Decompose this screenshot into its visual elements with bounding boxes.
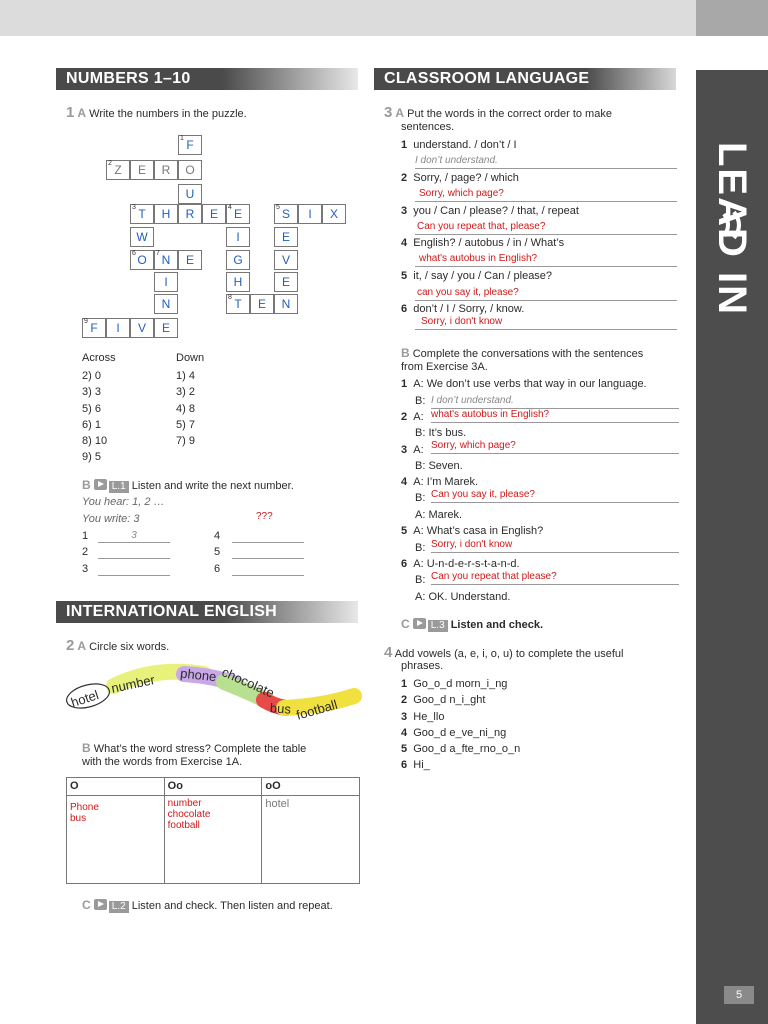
answer-field[interactable]: what's autobus in English? — [415, 253, 677, 267]
conversations: 1 A: We don’t use verbs that way in our language. B: I don’t understand. 2 A: what's autobus in English? B: It’s bus. 3 A: Sorry, which page? B: Seven. 4 A: I’m Marek. B: Can you say it, please? A: Marek. 5 A: What’s casa in English? B: Sorry, i don't know 6 A: U-n-d-e-r-s-t-a-n-d. B: Can you repeat that please? A: OK. Understand. — [401, 378, 679, 610]
crossword-cell[interactable] — [154, 160, 178, 180]
crossword-cell[interactable] — [130, 250, 154, 270]
crossword-cell[interactable] — [130, 160, 154, 180]
snake-word: phone — [179, 665, 218, 685]
handwritten-word: Phone — [70, 802, 99, 813]
cell-letter: N — [161, 297, 171, 311]
clue: 5) 7 — [176, 418, 195, 431]
table-cell[interactable] — [262, 796, 360, 884]
cell-letter: O — [185, 163, 195, 177]
clue: 5) 6 — [82, 402, 101, 415]
exercise-instruction: Listen and write the next number. — [131, 480, 294, 492]
track-label: L.3 — [428, 620, 448, 632]
line-a: We don’t use verbs that way in our language. — [426, 378, 647, 390]
snake-word: bus — [269, 700, 292, 717]
crossword-cell[interactable] — [202, 204, 226, 224]
section-title-international: INTERNATIONAL ENGLISH — [56, 601, 358, 623]
phrase[interactable]: Goo_d a_fte_rno_o_n — [413, 743, 521, 756]
crossword-cell[interactable] — [250, 294, 274, 314]
clue: 1) 4 — [176, 370, 195, 382]
exercise-2a-heading — [66, 637, 169, 654]
crossword-cell[interactable] — [178, 135, 202, 155]
answer-field[interactable]: Sorry, i don't know — [431, 539, 679, 553]
exercise-instruction: Add vowels (a, e, i, o, u) to complete the useful — [394, 648, 624, 660]
item-number: 3 — [401, 205, 408, 217]
phrase[interactable]: Goo_d n_i_ght — [413, 694, 486, 707]
play-icon[interactable] — [94, 479, 107, 490]
exercise-instruction: Circle six words. — [89, 641, 170, 653]
answer-field[interactable]: Sorry, which page? — [431, 440, 679, 454]
exercise-number: 4 — [384, 644, 393, 661]
section-title-classroom: CLASSROOM LANGUAGE — [374, 68, 676, 90]
line-b: Seven. — [428, 460, 463, 472]
down-clues — [176, 370, 195, 451]
exercise-instruction: Listen and check. Then listen and repeat. — [131, 900, 333, 912]
clue: 7) 9 — [176, 435, 195, 448]
crossword-cell[interactable] — [154, 318, 178, 338]
clue-number: 9 — [84, 318, 88, 325]
item-number: 5 — [401, 743, 408, 756]
item-number: 6 — [401, 759, 408, 772]
crossword-cell[interactable] — [274, 204, 298, 224]
crossword-cell[interactable] — [226, 227, 250, 247]
snake-word: number — [109, 671, 157, 696]
page-number: 5 — [724, 986, 754, 1004]
crossword-cell[interactable] — [274, 250, 298, 270]
cell-letter: E — [281, 230, 290, 244]
exercise-instruction: Write the numbers in the puzzle. — [89, 108, 247, 120]
clue: 3) 2 — [176, 386, 195, 399]
crossword-cell[interactable] — [226, 250, 250, 270]
crossword-cell[interactable] — [178, 160, 202, 180]
crossword-cell[interactable] — [82, 318, 106, 338]
answer-field[interactable]: what's autobus in English? — [431, 409, 679, 423]
cell-letter: T — [138, 207, 146, 221]
item-number: 5 — [401, 525, 408, 537]
exercise-instruction-cont: with the words from Exercise 1A. — [82, 756, 243, 768]
answer-field[interactable] — [232, 563, 304, 576]
exercise-letter: A — [77, 639, 87, 653]
answer-field[interactable]: Can you repeat that please? — [431, 571, 679, 585]
side-tab — [696, 70, 768, 1024]
exercise-instruction: Complete the conversations with the sentences — [412, 348, 644, 360]
cell-letter: G — [233, 253, 243, 267]
phrase[interactable]: He_llo — [413, 710, 445, 723]
crossword-cell[interactable] — [178, 250, 202, 270]
snake-word: football — [294, 696, 340, 723]
exercise-instruction-cont: from Exercise 3A. — [401, 361, 488, 373]
clue: 3) 3 — [82, 386, 101, 399]
across-clues — [82, 370, 107, 468]
exercise-letter: B — [82, 478, 91, 492]
item-number: 5 — [214, 546, 221, 558]
table-header: oO — [262, 778, 360, 796]
item-number: 5 — [401, 270, 408, 282]
item-prompt: English? / autobus / in / What’s — [413, 237, 565, 249]
cell-letter: F — [186, 138, 194, 152]
stress-table — [66, 777, 360, 884]
example-hear: You hear: 1, 2 … — [82, 496, 165, 508]
handwritten-word: chocolate — [167, 809, 211, 820]
cell-letter: I — [236, 230, 240, 244]
snake-word: chocolate — [219, 664, 277, 701]
crossword-cell[interactable] — [130, 227, 154, 247]
cell-letter: E — [257, 297, 266, 311]
exercise-letter: C — [401, 617, 410, 631]
phrase[interactable]: Hi_ — [413, 759, 430, 772]
example-write: You write: 3 — [82, 513, 140, 525]
crossword-cell[interactable] — [154, 250, 178, 270]
answer-field[interactable]: Can you say it, please? — [431, 489, 679, 503]
item-prompt: it, / say / you / Can / please? — [413, 270, 553, 282]
phrase[interactable]: Go_o_d morn_i_ng — [413, 678, 508, 690]
cell-letter: E — [281, 275, 290, 289]
handwritten-word: bus — [70, 813, 87, 824]
cell-letter: W — [136, 230, 148, 244]
phrase[interactable]: Goo_d e_ve_ni_ng — [413, 726, 507, 739]
item-number: 1 — [401, 678, 408, 690]
item-number: 3 — [82, 563, 89, 575]
word-snake — [64, 656, 364, 726]
item-number: 4 — [401, 476, 408, 488]
crossword-cell[interactable] — [226, 272, 250, 292]
exercise-instruction: Listen and check. — [450, 619, 544, 631]
exercise-2c-heading — [82, 898, 333, 913]
play-icon[interactable] — [413, 618, 426, 629]
handwritten-word: number — [167, 798, 202, 809]
cell-letter: R — [161, 163, 171, 177]
cell-letter: Z — [114, 163, 122, 177]
cell-letter: E — [209, 207, 218, 221]
item-number: 1 — [82, 530, 89, 542]
exercise-1b-heading — [82, 478, 294, 493]
cell-letter: T — [234, 297, 242, 311]
cell-letter: E — [161, 321, 170, 335]
exercise-letter: B — [401, 346, 410, 360]
cell-letter: I — [164, 275, 168, 289]
cell-letter: E — [185, 253, 194, 267]
item-number: 3 — [401, 444, 408, 456]
item-prompt: you / Can / please? / that, / repeat — [413, 205, 579, 217]
item-number: 1 — [401, 378, 408, 390]
crossword-cell[interactable] — [274, 272, 298, 292]
line-b: It’s bus. — [428, 427, 467, 439]
example-word: hotel — [265, 798, 290, 810]
answer-field[interactable] — [98, 563, 170, 576]
item-number: 6 — [401, 558, 408, 570]
exercise-letter: A — [395, 106, 405, 120]
line-a2: OK. Understand. — [428, 591, 511, 603]
item-number: 2 — [401, 411, 408, 423]
answer-field[interactable]: I don’t understand. — [415, 155, 677, 169]
exercise-3c-heading — [401, 617, 543, 632]
item-number: 6 — [214, 563, 221, 575]
across-heading: Across — [82, 352, 116, 364]
exercise-3b-heading — [401, 346, 643, 360]
clue: 2) 0 — [82, 370, 101, 382]
clue-number: 5 — [276, 204, 280, 211]
cell-letter: H — [161, 207, 171, 221]
top-corner-block — [696, 0, 768, 36]
exercise-letter: B — [82, 741, 91, 755]
item-number: 2 — [401, 172, 408, 184]
crossword-cell[interactable] — [154, 204, 178, 224]
play-icon[interactable] — [94, 899, 107, 910]
item-prompt: Sorry, / page? / which — [413, 172, 519, 184]
exercise-number: 2 — [66, 637, 75, 654]
clue: 9) 5 — [82, 451, 101, 464]
exercise-letter: A — [77, 106, 87, 120]
cell-letter: X — [329, 207, 338, 221]
cell-letter: I — [308, 207, 312, 221]
crossword-cell[interactable] — [106, 318, 130, 338]
cell-letter: N — [161, 253, 171, 267]
exercise-number: 3 — [384, 104, 393, 121]
clue-number: 3 — [132, 204, 136, 211]
exercise-2b-heading — [82, 741, 306, 755]
cell-letter: U — [185, 187, 195, 201]
crossword-cell[interactable] — [130, 318, 154, 338]
crossword-cell[interactable] — [178, 204, 202, 224]
clue: 4) 8 — [176, 402, 195, 415]
clue-number: 2 — [108, 160, 112, 167]
exercise-instruction-cont: phrases. — [401, 660, 444, 672]
item-prompt: understand. / don’t / I — [413, 139, 517, 151]
cell-letter: O — [137, 253, 147, 267]
clue-number: 8 — [228, 294, 232, 301]
crossword-cell[interactable] — [298, 204, 322, 224]
answer-field[interactable]: I don’t understand. — [431, 395, 679, 409]
exercise-instruction: Put the words in the correct order to make — [407, 108, 612, 120]
exercise-4-heading — [384, 644, 623, 661]
item-number: 4 — [401, 726, 408, 739]
line-a: U-n-d-e-r-s-t-a-n-d. — [426, 558, 520, 570]
item-number: 4 — [214, 530, 221, 542]
exercise-instruction: What’s the word stress? Complete the table — [93, 743, 307, 755]
down-heading: Down — [176, 352, 205, 364]
item-number: 3 — [401, 710, 408, 723]
crossword-cell[interactable] — [106, 160, 130, 180]
answer-field[interactable]: Sorry, i don't know — [415, 316, 677, 330]
clue-number: 4 — [228, 204, 232, 211]
crossword-cell[interactable] — [274, 227, 298, 247]
cell-letter: V — [137, 321, 146, 335]
clue-number: 7 — [156, 250, 160, 257]
item-number: 6 — [401, 303, 408, 315]
exercise-4-items — [401, 678, 601, 776]
section-title-numbers: NUMBERS 1–10 — [56, 68, 358, 90]
crossword-cell[interactable] — [154, 294, 178, 314]
line-a: What’s casa in English? — [426, 525, 544, 537]
item-number: 1 — [401, 139, 408, 151]
answer-field[interactable]: Sorry, which page? — [415, 188, 677, 202]
table-header: Oo — [164, 778, 262, 796]
item-number: 4 — [401, 237, 408, 249]
item-number: 2 — [401, 694, 408, 707]
answer-field[interactable]: 3 — [98, 530, 170, 543]
table-cell[interactable] — [67, 796, 165, 884]
crossword-cell[interactable] — [322, 204, 346, 224]
exercise-instruction-cont: sentences. — [401, 121, 455, 133]
crossword-cell[interactable] — [226, 294, 250, 314]
answer-field[interactable]: can you say it, please? — [415, 287, 677, 301]
crossword-cell[interactable] — [130, 204, 154, 224]
clue: 8) 10 — [82, 435, 108, 448]
answer-field[interactable] — [232, 546, 304, 559]
answer-field[interactable]: Can you repeat that, please? — [415, 221, 677, 235]
cell-letter: I — [116, 321, 120, 335]
cell-letter: S — [281, 207, 290, 221]
track-label: L.1 — [109, 481, 129, 493]
crossword-cell[interactable] — [178, 184, 202, 204]
answer-field[interactable] — [98, 546, 170, 559]
crossword-cell[interactable] — [226, 204, 250, 224]
exercise-letter: C — [82, 898, 91, 912]
exercise-1a-heading — [66, 104, 247, 121]
table-header: O — [67, 778, 165, 796]
top-bar — [0, 0, 696, 36]
crossword-cell[interactable] — [154, 272, 178, 292]
cell-letter: E — [137, 163, 146, 177]
exercise-3a-heading — [384, 104, 612, 121]
cell-letter: R — [185, 207, 195, 221]
handwritten-word: football — [167, 820, 200, 831]
cell-letter: F — [90, 321, 98, 335]
table-cell[interactable] — [164, 796, 262, 884]
line-a2: Marek. — [428, 509, 463, 521]
clue-number: 6 — [132, 250, 136, 257]
cell-letter: E — [233, 207, 242, 221]
cell-letter: H — [233, 275, 243, 289]
clue: 6) 1 — [82, 418, 101, 431]
clue-number: 1 — [180, 135, 184, 142]
exercise-number: 1 — [66, 104, 75, 121]
snake-word: hotel — [69, 687, 101, 711]
handwritten-note: ??? — [256, 511, 273, 522]
crossword-cell[interactable] — [274, 294, 298, 314]
side-tab-label: LEAD IN — [710, 142, 754, 316]
answer-field[interactable] — [232, 530, 304, 543]
item-prompt: don’t / I / Sorry, / know. — [413, 303, 525, 315]
cell-letter: V — [281, 253, 290, 267]
line-a: I’m Marek. — [426, 476, 479, 488]
item-number: 2 — [82, 546, 89, 558]
cell-letter: N — [281, 297, 291, 311]
track-label: L.2 — [109, 901, 129, 913]
